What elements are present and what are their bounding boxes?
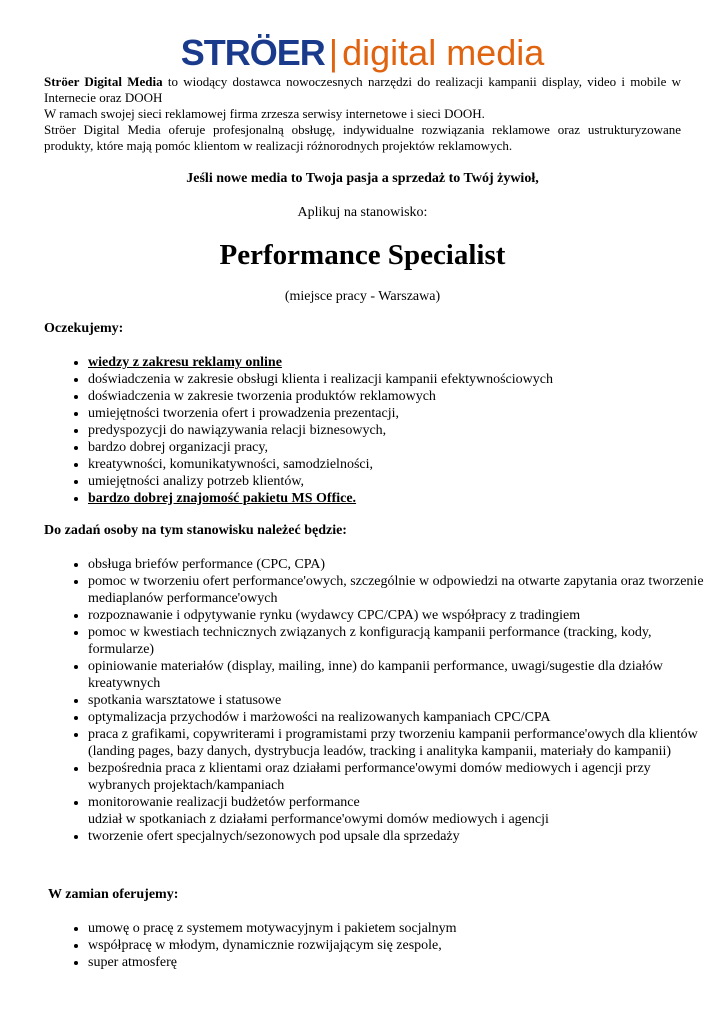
- list-item: • spotkania warsztatowe i statusowe: [88, 692, 708, 709]
- list-item: • tworzenie ofert specjalnych/sezonowych pod upsale dla sprzedaży: [88, 828, 708, 845]
- list-item: • doświadczenia w zakresie obsługi klienta i realizacji kampanii efektywnościowych: [88, 371, 708, 388]
- list-item: • bezpośrednia praca z klientami oraz działami performance'owymi domów mediowych i agencji przy wybranych projektach/kampaniach: [88, 760, 708, 794]
- list-item: • doświadczenia w zakresie tworzenia produktów reklamowych: [88, 388, 708, 405]
- list-item: • predyspozycji do nawiązywania relacji biznesowych,: [88, 422, 708, 439]
- list-item-line: monitorowanie realizacji budżetów performance: [88, 795, 360, 810]
- list-item: • umiejętności analizy potrzeb klientów,: [88, 473, 708, 490]
- logo-brand: STRÖER: [180, 32, 325, 73]
- list-item: [88, 794, 708, 828]
- list-item: • obsługa briefów performance (CPC, CPA): [88, 556, 708, 573]
- list-item: • umiejętności tworzenia ofert i prowadzenia prezentacji,: [88, 405, 708, 422]
- list-item: • opiniowanie materiałów (display, mailing, inne) do kampanii performance, uwagi/sugestie dla działów kreatywnych: [88, 658, 708, 692]
- logo-separator: |: [328, 32, 339, 73]
- offer-list: [62, 920, 708, 971]
- list-item: • praca z grafikami, copywriterami i programistami przy tworzeniu kampanii performance'owych dla klientów (landing pages, bazy danych, dystrybucja leadów, tracking i analityka kampanii, materiały do kampanii): [88, 726, 708, 760]
- intro-line-1-text: to wiodący dostawca nowoczesnych narzędzi do realizacji kampanii display, video i mobile w Internecie oraz DOOH: [44, 74, 681, 105]
- list-item: • optymalizacja przychodów i marżowości na realizowanych kampaniach CPC/CPA: [88, 709, 708, 726]
- offer-heading: W zamian oferujemy:: [48, 887, 179, 902]
- list-item: • bardzo dobrej znajomość pakietu MS Office.: [88, 490, 708, 507]
- intro-line-1: [44, 74, 681, 106]
- company-intro: [44, 74, 681, 154]
- list-item: • umowę o pracę z systemem motywacyjnym i pakietem socjalnym: [88, 920, 708, 937]
- list-item: • bardzo dobrej organizacji pracy,: [88, 439, 708, 456]
- list-item: • rozpoznawanie i odpytywanie rynku (wydawcy CPC/CPA) we współpracy z tradingiem: [88, 607, 708, 624]
- job-title: Performance Specialist: [219, 239, 506, 271]
- passion-line: Jeśli nowe media to Twoja pasja a sprzedaż to Twój żywioł,: [186, 171, 539, 186]
- expectations-heading: Oczekujemy:: [44, 321, 124, 336]
- expectations-list: [62, 354, 708, 507]
- intro-line-2: W ramach swojej sieci reklamowej firma zrzesza serwisy internetowe i sieci DOOH.: [44, 106, 485, 121]
- intro-company-name: Ströer Digital Media: [44, 74, 163, 89]
- apply-line: Aplikuj na stanowisko:: [297, 205, 428, 220]
- intro-line-3: Ströer Digital Media oferuje profesjonalną obsługę, indywidualne rozwiązania reklamowe oraz ustrukturyzowane produkty, które mają pomóc klientom w realizacji różnorodnych projektów reklamowych.: [44, 122, 681, 153]
- list-item: • wiedzy z zakresu reklamy online: [88, 354, 708, 371]
- list-item: • współpracę w młodym, dynamicznie rozwijającym się zespole,: [88, 937, 708, 954]
- logo-tagline: digital media: [342, 32, 545, 73]
- tasks-heading: Do zadań osoby na tym stanowisku należeć będzie:: [44, 523, 347, 538]
- company-logo: [0, 33, 725, 73]
- list-item: • pomoc w tworzeniu ofert performance'owych, szczególnie w odpowiedzi na otwarte zapytania oraz tworzenie mediaplanów performance'owych: [88, 573, 708, 607]
- job-location: (miejsce pracy - Warszawa): [284, 289, 441, 304]
- list-item: • kreatywności, komunikatywności, samodzielności,: [88, 456, 708, 473]
- list-item: • super atmosferę: [88, 954, 708, 971]
- list-item-line: udział w spotkaniach z działami performance'owymi domów mediowych i agencji: [88, 812, 549, 827]
- list-item: • pomoc w kwestiach technicznych związanych z konfiguracją kampanii performance (tracking, kody, formularze): [88, 624, 708, 658]
- tasks-list: [62, 556, 708, 845]
